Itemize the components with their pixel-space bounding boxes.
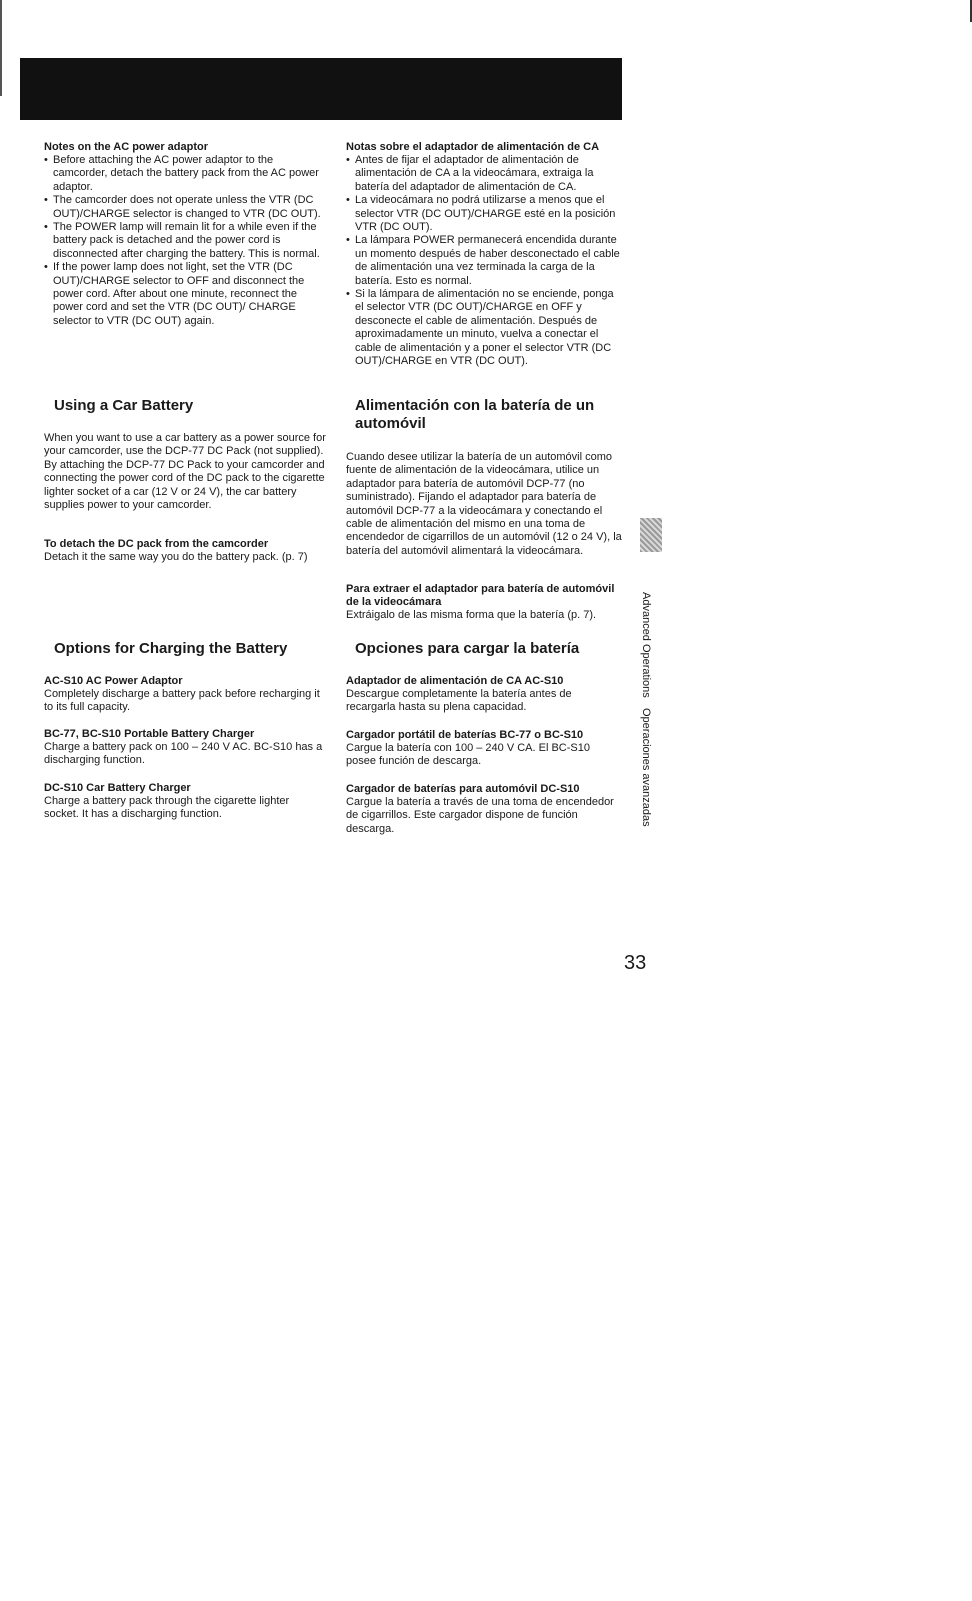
es-car-battery-section [346, 451, 622, 558]
es-option-ac-s10 [346, 675, 622, 715]
es-option-heading: Cargador de baterías para automóvil DC-S10 [346, 783, 580, 795]
section-thumb-tab [640, 518, 662, 552]
es-detach-text: Extráigalo de las misma forma que la batería (p. 7). [346, 609, 597, 621]
en-option-heading: AC-S10 AC Power Adaptor [44, 675, 183, 687]
list-item: • Si la lámpara de alimentación no se enciende, ponga el selector VTR (DC OUT)/CHARGE en OFF y desconecte el cable de alimentación. Después de aproximadamente un minuto, vuelva a conectar el cable de alimentación y a poner el selector VTR (DC OUT)/CHARGE en VTR (DC OUT). [346, 288, 622, 368]
list-item: • Before attaching the AC power adaptor to the camcorder, detach the battery pack from the AC power adaptor. [44, 154, 326, 194]
list-item: • The POWER lamp will remain lit for a while even if the battery pack is detached and the power cord is disconnected after charging the battery. This is normal. [44, 221, 326, 261]
es-car-battery-title: Alimentación con la batería de un automóvil [355, 397, 595, 432]
en-option-text: Charge a battery pack on 100 – 240 V AC. BC-S10 has a discharging function. [44, 741, 323, 767]
en-option-dc-s10 [44, 782, 326, 822]
es-detach-heading: Para extraer el adaptador para batería de automóvil de la videocámara [346, 583, 615, 608]
en-option-heading: BC-77, BC-S10 Portable Battery Charger [44, 728, 255, 740]
en-ac-notes-heading: Notes on the AC power adaptor [44, 141, 208, 153]
list-item: • La lámpara POWER permanecerá encendida durante un momento después de haber desconectado el cable de alimentación una vez terminada la carga de la batería. Esto es normal. [346, 234, 622, 288]
es-detach-section [346, 583, 622, 622]
side-label-en: Advanced Operations [640, 592, 652, 698]
en-option-ac-s10 [44, 675, 326, 715]
es-option-text: Cargue la batería con 100 – 240 V CA. El BC-S10 posee función de descarga. [346, 742, 590, 768]
es-option-heading: Cargador portátil de baterías BC-77 o BC-S10 [346, 729, 584, 741]
en-detach-section [44, 538, 326, 564]
en-option-text: Charge a battery pack through the cigarette lighter socket. It has a discharging function. [44, 795, 290, 821]
en-option-heading: DC-S10 Car Battery Charger [44, 782, 191, 794]
list-item: • The camcorder does not operate unless the VTR (DC OUT)/CHARGE selector is changed to VTR (DC OUT). [44, 194, 326, 221]
scan-edge-mark [0, 0, 2, 96]
es-option-text: Cargue la batería a través de una toma de encendedor de cigarrillos. Este cargador dispone de función descarga. [346, 796, 614, 835]
en-detach-heading: To detach the DC pack from the camcorder [44, 538, 269, 550]
en-detach-text: Detach it the same way you do the battery pack. (p. 7) [44, 551, 308, 563]
header-bar [20, 58, 622, 120]
es-option-text: Descargue completamente la batería antes de recargarla hasta su plena capacidad. [346, 688, 572, 714]
es-ac-notes [346, 141, 622, 369]
en-ac-notes [44, 141, 326, 328]
es-option-heading: Adaptador de alimentación de CA AC-S10 [346, 675, 564, 687]
es-ac-notes-heading: Notas sobre el adaptador de alimentación de CA [346, 141, 600, 153]
en-charging-title: Options for Charging the Battery [54, 640, 288, 657]
en-car-battery-section [44, 432, 326, 512]
en-option-bc77 [44, 728, 326, 768]
side-label-es: Operaciones avanzadas [640, 708, 652, 827]
en-car-battery-title: Using a Car Battery [54, 397, 194, 414]
es-option-bc77 [346, 729, 622, 769]
es-ac-notes-list [346, 154, 622, 369]
es-charging-title: Opciones para cargar la batería [355, 640, 580, 657]
list-item: • If the power lamp does not light, set the VTR (DC OUT)/CHARGE selector to OFF and disconnect the power cord. After about one minute, reconnect the power cord and set the VTR (DC OUT)/ CHARGE selector to VTR (DC OUT) again. [44, 261, 326, 328]
page-number: 33 [624, 952, 647, 974]
en-option-text: Completely discharge a battery pack before recharging it to its full capacity. [44, 688, 320, 714]
es-car-battery-text: Cuando desee utilizar la batería de un automóvil como fuente de alimentación de la videocámara, utilice un adaptador para batería de automóvil DCP-77 (no suministrado). Fijando el adaptador para batería de automóvil DCP-77 a la videocámara y conectando el cable de alimentación del mismo en una toma de encendedor de cigarrillos de un automóvil (12 o 24 V), la batería del automóvil alimentará la videocámara. [346, 451, 622, 557]
es-option-dc-s10 [346, 783, 622, 836]
list-item: • La videocámara no podrá utilizarse a menos que el selector VTR (DC OUT)/CHARGE esté en la posición VTR (DC OUT). [346, 194, 622, 234]
en-ac-notes-list [44, 154, 326, 328]
en-car-battery-text: When you want to use a car battery as a power source for your camcorder, use the DCP-77 DC Pack (not supplied). By attaching the DCP-77 DC Pack to your camcorder and connecting the power cord of the DC pack to the cigarette lighter socket of a car (12 V or 24 V), the car battery supplies power to your camcorder. [44, 432, 326, 512]
list-item: • Antes de fijar el adaptador de alimentación de alimentación de CA a la videocámara, extraiga la batería del adaptador de alimentación de CA. [346, 154, 622, 194]
